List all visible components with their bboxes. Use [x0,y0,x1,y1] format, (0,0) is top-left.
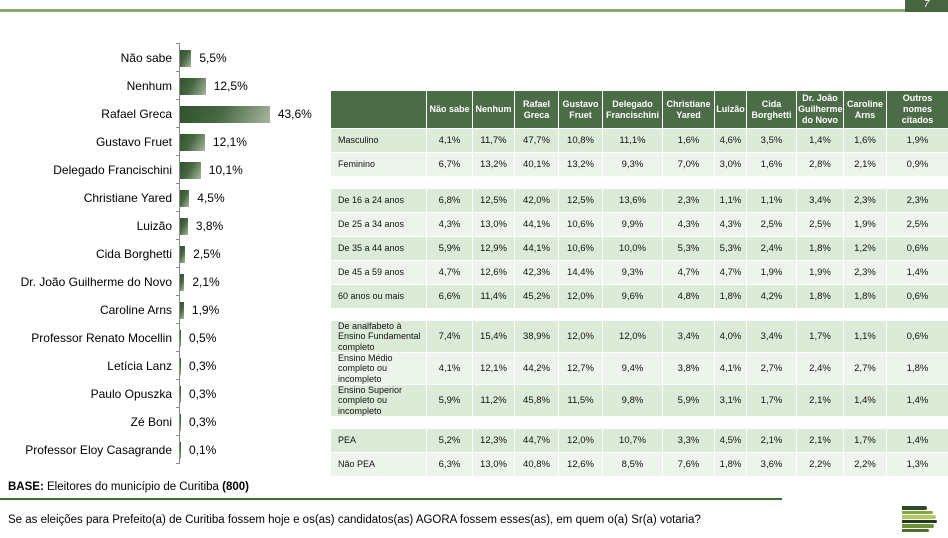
chart-row [8,380,320,408]
table-cell: 44,7% [515,429,559,453]
table-row [331,237,948,261]
plot-area [179,352,320,380]
table-cell: 6,7% [427,153,473,177]
table-cell: 12,0% [559,285,603,309]
table-cell: 13,2% [559,153,603,177]
bar [180,330,181,347]
table-cell: 4,7% [663,261,715,285]
table-row [331,129,948,153]
table-cell: 40,8% [515,453,559,477]
table-cell: 1,1% [747,189,797,213]
row-label: Ensino Superior completo ou incompleto [331,385,427,417]
survey-question: Se as eleições para Prefeito(a) de Curitiba fossem hoje e os(as) candidatos(as) AGORA fossem esses(as), em quem o(a) Sr(a) votaria? [8,514,701,526]
group-spacer [331,417,948,429]
table-cell: 13,6% [603,189,663,213]
table-row [331,353,948,385]
group-spacer [331,177,948,189]
table-cell: 9,3% [603,261,663,285]
column-header: Caroline Arns [844,91,887,129]
table-row [331,285,948,309]
table-cell: 42,0% [515,189,559,213]
table-cell: 7,6% [663,453,715,477]
table-cell: 13,2% [473,153,515,177]
row-label: PEA [331,429,427,453]
table-cell: 2,2% [797,453,844,477]
group-spacer [331,309,948,321]
crosstab-table [330,90,948,477]
value-label: 43,6% [277,107,312,121]
plot-area [179,100,320,128]
table-cell: 7,4% [427,321,473,353]
category-label: Professor Eloy Casagrande [25,443,172,457]
table-cell: 7,0% [663,153,715,177]
plot-area [179,436,320,464]
crosstab-table-wrap [330,90,948,477]
table-row [331,453,948,477]
table-cell: 1,7% [797,321,844,353]
row-label: De 16 a 24 anos [331,189,427,213]
table-cell: 3,4% [663,321,715,353]
table-cell: 4,3% [427,213,473,237]
value-label: 4,5% [197,191,225,205]
table-cell: 12,3% [473,429,515,453]
table-cell: 13,0% [473,213,515,237]
row-label: Feminino [331,153,427,177]
table-cell: 12,5% [473,189,515,213]
category-label: Christiane Yared [83,191,172,205]
table-cell: 9,8% [603,385,663,417]
table-cell: 0,9% [887,153,948,177]
column-header: Outros nomes citados [887,91,948,129]
table-cell: 2,7% [844,353,887,385]
category-label: Professor Renato Mocellin [31,331,172,345]
table-cell: 1,4% [844,385,887,417]
table-cell: 42,3% [515,261,559,285]
column-header: Não sabe [427,91,473,129]
bar [180,190,189,207]
page-number: 7 [923,0,930,10]
chart-row [8,156,320,184]
table-cell: 4,1% [715,353,747,385]
bar [180,78,206,95]
table-cell: 2,1% [747,429,797,453]
value-label: 5,5% [199,51,227,65]
table-cell: 5,3% [715,237,747,261]
table-cell: 5,9% [427,385,473,417]
table-cell: 2,3% [663,189,715,213]
table-row [331,321,948,353]
chart-row [8,408,320,436]
logo-stripe [902,506,927,510]
table-cell: 12,0% [559,321,603,353]
corner-cell [331,91,427,129]
row-label: Não PEA [331,453,427,477]
table-cell: 4,7% [715,261,747,285]
column-header: Rafael Greca [515,91,559,129]
column-header: Gustavo Fruet [559,91,603,129]
table-row [331,189,948,213]
table-cell: 1,8% [797,237,844,261]
table-cell: 11,1% [603,129,663,153]
base-note [8,481,249,493]
value-label: 2,1% [192,275,220,289]
table-cell: 3,0% [715,153,747,177]
chart-row [8,352,320,380]
table-cell: 1,2% [844,237,887,261]
table-cell: 1,8% [844,285,887,309]
table-cell: 14,4% [559,261,603,285]
table-cell: 2,3% [844,189,887,213]
table-cell: 10,6% [559,237,603,261]
table-cell: 1,1% [715,189,747,213]
table-cell: 1,4% [887,429,948,453]
table-cell: 1,4% [887,261,948,285]
table-cell: 10,0% [603,237,663,261]
table-cell: 5,9% [663,385,715,417]
table-cell: 4,2% [747,285,797,309]
category-label: Gustavo Fruet [95,135,172,149]
logo-stripe [902,524,934,528]
table-cell: 12,7% [559,353,603,385]
table-cell: 1,6% [844,129,887,153]
table-cell: 12,5% [559,189,603,213]
table-cell: 0,6% [887,321,948,353]
table-cell: 4,3% [715,213,747,237]
column-header: Luizão [715,91,747,129]
table-cell: 0,6% [887,237,948,261]
bar [180,246,185,263]
table-cell: 0,6% [887,285,948,309]
footer-divider-line [0,498,782,500]
plot-area [179,324,320,352]
table-cell: 9,9% [603,213,663,237]
base-sample-size: (800) [222,481,249,493]
category-label: Caroline Arns [99,303,172,317]
table-cell: 1,8% [715,453,747,477]
value-label: 1,9% [191,303,220,317]
value-label: 0,1% [189,443,217,457]
value-label: 3,8% [195,219,224,233]
table-cell: 11,5% [559,385,603,417]
row-label: De 25 a 34 anos [331,213,427,237]
table-cell: 3,6% [747,453,797,477]
table-cell: 5,9% [427,237,473,261]
bar [180,386,181,403]
table-cell: 8,5% [603,453,663,477]
table-cell: 1,8% [797,285,844,309]
category-label: Nenhum [126,79,172,93]
plot-area [179,44,320,72]
table-cell: 11,7% [473,129,515,153]
table-cell: 9,4% [603,353,663,385]
table-cell: 12,6% [559,453,603,477]
row-label: Ensino Médio completo ou incompleto [331,353,427,385]
table-cell: 2,2% [844,453,887,477]
table-row [331,213,948,237]
chart-row [8,436,320,464]
chart-row [8,240,320,268]
table-cell: 44,1% [515,213,559,237]
table-cell: 9,3% [603,153,663,177]
table-cell: 2,7% [747,353,797,385]
value-label: 12,5% [213,79,248,93]
logo-stripe [902,515,936,519]
plot-area [179,156,320,184]
table-cell: 4,0% [715,321,747,353]
plot-area [179,240,320,268]
value-label: 0,3% [189,415,217,429]
table-cell: 6,8% [427,189,473,213]
table-cell: 1,3% [887,453,948,477]
table-cell: 3,3% [663,429,715,453]
row-label: Masculino [331,129,427,153]
chart-row [8,128,320,156]
table-cell: 11,2% [473,385,515,417]
bar [180,442,181,459]
column-header: Dr. João Guilherme do Novo [797,91,844,129]
category-label: Delegado Francischini [53,163,172,177]
table-cell: 11,4% [473,285,515,309]
chart-row [8,44,320,72]
category-label: Luizão [136,219,172,233]
chart-row [8,212,320,240]
column-header: Delegado Francischini [603,91,663,129]
table-cell: 4,5% [715,429,747,453]
plot-area [179,212,320,240]
value-label: 10,1% [208,163,243,177]
bar [180,274,184,291]
value-label: 12,1% [212,135,247,149]
chart-row [8,100,320,128]
table-cell: 4,6% [715,129,747,153]
table-cell: 1,6% [663,129,715,153]
plot-area [179,268,320,296]
table-cell: 3,1% [715,385,747,417]
column-header: Christiane Yared [663,91,715,129]
table-cell: 47,7% [515,129,559,153]
category-label: Não sabe [120,51,172,65]
chart-row [8,324,320,352]
row-label: De analfabeto à Ensino Fundamental completo [331,321,427,353]
table-cell: 3,8% [663,353,715,385]
table-cell: 4,1% [427,353,473,385]
table-cell: 1,1% [844,321,887,353]
table-cell: 2,3% [844,261,887,285]
table-cell: 15,4% [473,321,515,353]
logo-stripe [902,520,937,524]
table-row [331,385,948,417]
table-cell: 12,0% [559,429,603,453]
table-row [331,153,948,177]
base-text: Eleitores do município de Curitiba [46,481,219,493]
column-header: Cida Borghetti [747,91,797,129]
page-number-box [905,0,948,12]
category-label: Rafael Greca [101,107,172,121]
category-label: Dr. João Guilherme do Novo [20,275,172,289]
value-label: 0,3% [189,387,217,401]
plot-area [179,408,320,436]
value-label: 0,3% [189,359,217,373]
row-label: 60 anos ou mais [331,285,427,309]
table-cell: 1,6% [747,153,797,177]
table-cell: 5,3% [663,237,715,261]
bar [180,134,205,151]
table-cell: 6,3% [427,453,473,477]
table-cell: 2,1% [844,153,887,177]
table-cell: 6,6% [427,285,473,309]
bar [180,106,270,123]
table-cell: 10,6% [559,213,603,237]
plot-area [179,72,320,100]
table-cell: 2,1% [797,429,844,453]
table-cell: 1,9% [797,261,844,285]
table-cell: 10,7% [603,429,663,453]
table-cell: 2,3% [887,189,948,213]
table-cell: 12,1% [473,353,515,385]
top-divider-line [0,9,948,12]
value-label: 0,5% [189,331,217,345]
bar [180,358,181,375]
table-cell: 4,3% [663,213,715,237]
table-cell: 2,4% [797,353,844,385]
table-cell: 2,8% [797,153,844,177]
logo-stripe [902,529,929,533]
category-label: Paulo Opuszka [90,387,172,401]
chart-row [8,72,320,100]
bar [180,302,184,319]
table-cell: 12,6% [473,261,515,285]
category-label: Letícia Lanz [107,359,172,373]
row-label: De 45 a 59 anos [331,261,427,285]
table-cell: 1,7% [844,429,887,453]
table-cell: 4,1% [427,129,473,153]
column-header: Nenhum [473,91,515,129]
table-cell: 5,2% [427,429,473,453]
table-cell: 1,9% [747,261,797,285]
bar [180,162,201,179]
table-cell: 45,8% [515,385,559,417]
value-label: 2,5% [193,247,221,261]
chart-row [8,268,320,296]
table-cell: 12,0% [603,321,663,353]
table-cell: 13,0% [473,453,515,477]
table-cell: 3,5% [747,129,797,153]
table-cell: 3,4% [797,189,844,213]
chart-row [8,296,320,324]
table-cell: 44,2% [515,353,559,385]
table-cell: 38,9% [515,321,559,353]
table-row [331,261,948,285]
table-cell: 1,4% [887,385,948,417]
table-cell: 2,5% [887,213,948,237]
table-cell: 2,5% [747,213,797,237]
bar [180,218,188,235]
table-cell: 44,1% [515,237,559,261]
plot-area [179,296,320,324]
table-cell: 9,6% [603,285,663,309]
table-cell: 1,9% [844,213,887,237]
table-cell: 3,4% [747,321,797,353]
chart-row [8,184,320,212]
pollster-logo [902,506,940,533]
bar [180,50,191,67]
table-cell: 1,8% [887,353,948,385]
table-header-row [331,91,948,129]
table-cell: 40,1% [515,153,559,177]
table-cell: 12,9% [473,237,515,261]
table-cell: 10,8% [559,129,603,153]
category-label: Zé Boni [130,415,172,429]
table-cell: 2,1% [797,385,844,417]
table-cell: 45,2% [515,285,559,309]
row-label: De 35 a 44 anos [331,237,427,261]
table-cell: 4,7% [427,261,473,285]
table-cell: 1,4% [797,129,844,153]
plot-area [179,128,320,156]
table-row [331,429,948,453]
table-cell: 1,8% [715,285,747,309]
table-cell: 2,4% [747,237,797,261]
plot-area [179,380,320,408]
table-cell: 1,9% [887,129,948,153]
bar [180,414,181,431]
category-label: Cida Borghetti [95,247,172,261]
plot-area [179,184,320,212]
base-label: BASE: [8,481,44,493]
vote-intention-bar-chart [8,44,320,464]
table-cell: 4,8% [663,285,715,309]
table-cell: 1,7% [747,385,797,417]
logo-stripe [902,511,933,515]
table-cell: 2,5% [797,213,844,237]
